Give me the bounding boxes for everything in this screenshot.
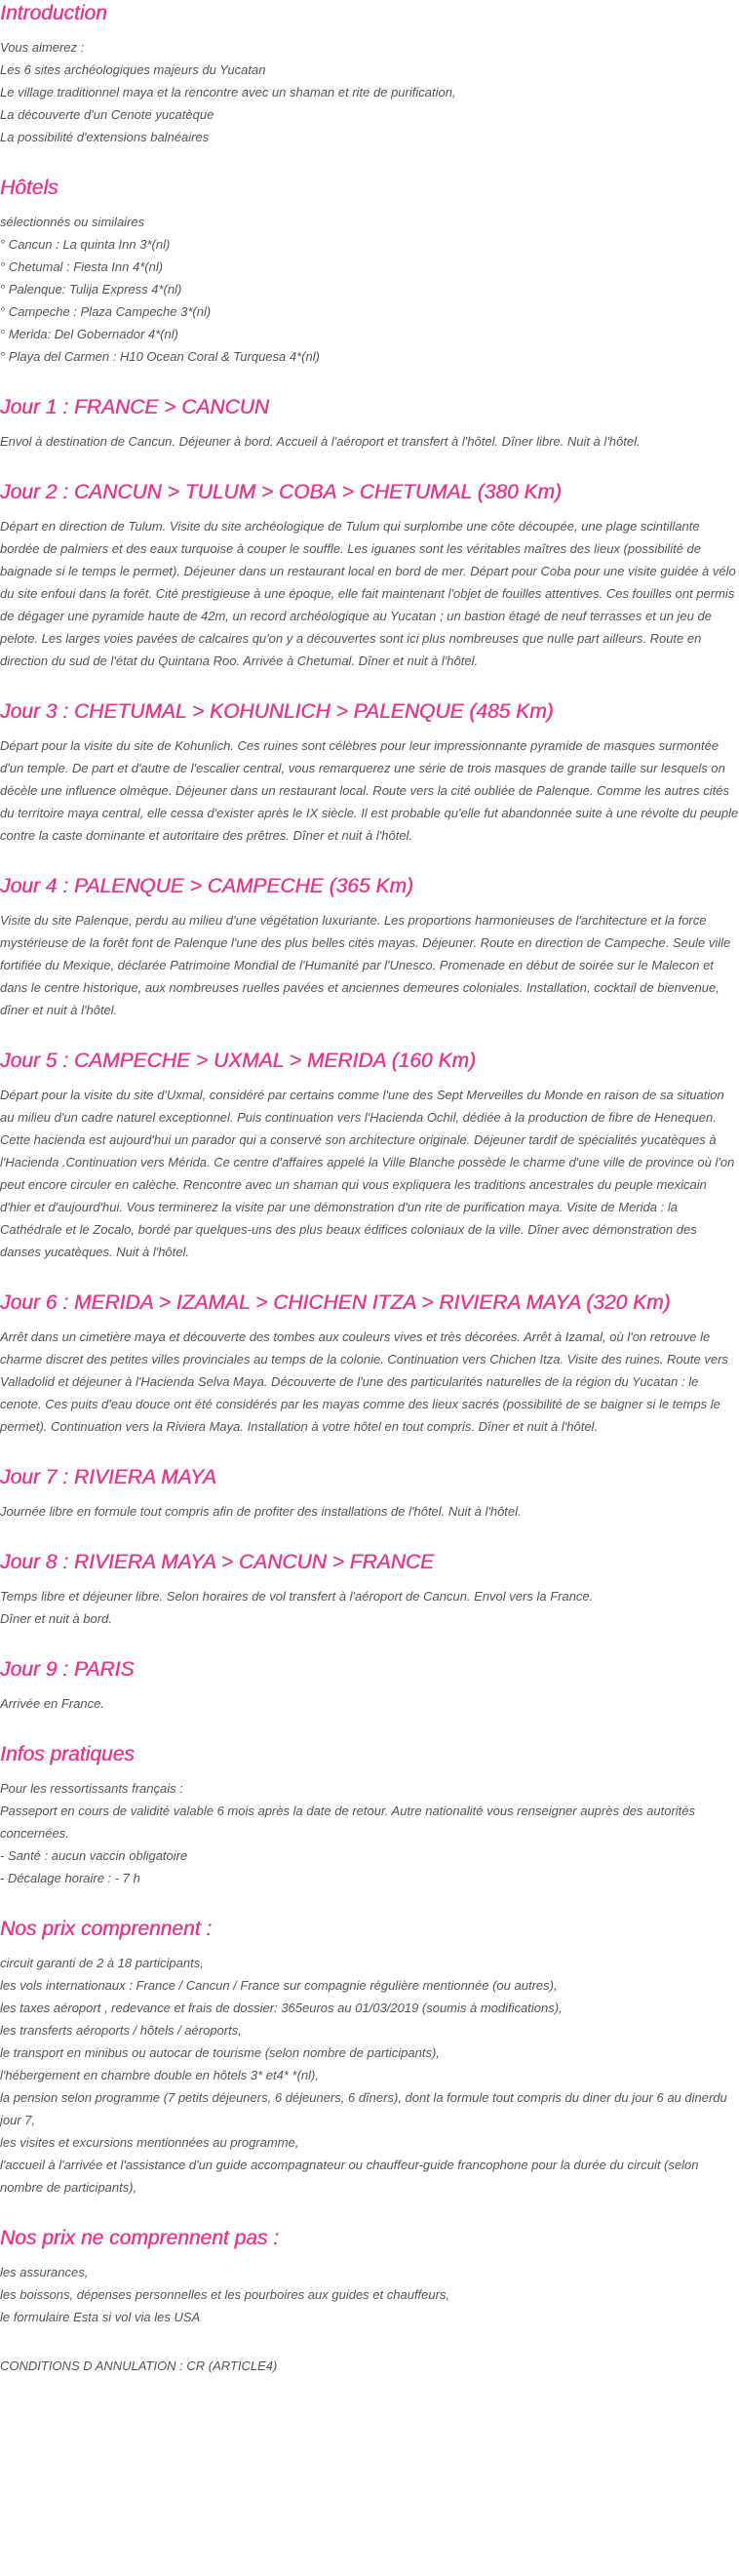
day-2-section <box>0 479 739 672</box>
day-7-section <box>0 1464 739 1523</box>
included-line: l'accueil à l'arrivée et l'assistance d'un guide accompagnateur ou chauffeur-guide francophone pour la durée du circuit (selon nombre de participants), <box>0 2158 699 2195</box>
day-5-text: Départ pour la visite du site d'Uxmal, considéré par certains comme l'une des Sept Merveilles du Monde en raison de sa situation au milieu d'un cadre naturel exceptionnel. Puis continuation vers l'Hacienda Ochil, dédiée à la production de fibre de Henequen. Cette hacienda est aujourd'hui un parador qui a conservé son architecture originale. Déjeuner tardif de spécialités yucatèques à l'Hacienda .Continuation vers Mérida. Ce centre d'affaires appelé la Ville Blanche possède le charme d'une ville de province où l'on peut encore circuler en calèche. Rencontre avec un shaman qui vous expliquera les traditions ancestrales du peuple mexicain d'hier et d'aujourd'hui. Vous terminerez la visite par une démonstration d'un rite de purification maya. Visite de Merida : la Cathédrale et le Zocalo, bordé par quelques-uns des plus beaux édifices coloniaux de la ville. Dîner avec démonstration des danses yucatèques. Nuit à l'hôtel. <box>0 1088 735 1259</box>
day-9-text: Arrivée en France. <box>0 1696 104 1711</box>
day-9-heading: Jour 9 : PARIS <box>0 1658 135 1681</box>
included-line: le transport en minibus ou autocar de tourisme (selon nombre de participants), <box>0 2045 440 2060</box>
cancellation-conditions: CONDITIONS D ANNULATION : CR (ARTICLE4) <box>0 2358 278 2373</box>
included-line: la pension selon programme (7 petits déjeuners, 6 déjeuners, 6 dîners), dont la formule tout compris du diner du jour 6 au dinerdu jour 7, <box>0 2090 727 2127</box>
hotels-lines <box>0 211 739 368</box>
hotels-section <box>0 175 739 368</box>
day-5-heading: Jour 5 : CAMPECHE > UXMAL > MERIDA (160 Km) <box>0 1050 476 1072</box>
infos-heading: Infos pratiques <box>0 1743 135 1765</box>
day-6-text: Arrêt dans un cimetière maya et découverte des tombes aux couleurs vives et très décorées. Arrêt à Izamal, où l'on retrouve le charme discret des petites villes provinciales au temps de la colonie. Continuation vers Chichen Itza. Visite des ruines. Route vers Valladolid et déjeuner à l'Hacienda Selva Maya. Découverte de l'une des particularités naturelles de la région du Yucatan : le cenote. Ces puits d'eau douce ont été considérés par les mayas comme des lieux sacrés (possibilité de se baigner si le temps le permet). Continuation vers la Riviera Maya. Installation à votre hôtel en tout compris. Dîner et nuit à l'hôtel. <box>0 1329 728 1434</box>
excluded-heading: Nos prix ne comprennent pas : <box>0 2227 279 2249</box>
day-1-section <box>0 394 739 453</box>
excluded-line: les assurances, <box>0 2265 89 2279</box>
included-line: les vols internationaux : France / Cancun / France sur compagnie régulière mentionnée (ou autres), <box>0 1978 558 1993</box>
infos-line: - Décalage horaire : - 7 h <box>0 1871 140 1885</box>
day-3-heading: Jour 3 : CHETUMAL > KOHUNLICH > PALENQUE (485 Km) <box>0 700 554 723</box>
day-8-heading: Jour 8 : RIVIERA MAYA > CANCUN > FRANCE <box>0 1551 434 1573</box>
hotel-line: ° Campeche : Plaza Campeche 3*(nl) <box>0 304 212 319</box>
hotel-line: ° Merida: Del Gobernador 4*(nl) <box>0 327 178 341</box>
intro-line: Vous aimerez : <box>0 40 85 55</box>
day-5-section <box>0 1048 739 1263</box>
intro-line: Le village traditionnel maya et la rencontre avec un shaman et rite de purification, <box>0 85 456 99</box>
excluded-line: les boissons, dépenses personnelles et les pourboires aux guides et chauffeurs, <box>0 2287 450 2302</box>
included-line: les transferts aéroports / hôtels / aéroports, <box>0 2023 242 2038</box>
intro-line: Les 6 sites archéologiques majeurs du Yucatan <box>0 62 266 77</box>
day-4-heading: Jour 4 : PALENQUE > CAMPECHE (365 Km) <box>0 875 413 897</box>
day-1-heading: Jour 1 : FRANCE > CANCUN <box>0 396 269 418</box>
included-line: les visites et excursions mentionnées au programme, <box>0 2135 299 2150</box>
intro-line: La découverte d'un Cenote yucatèque <box>0 107 214 122</box>
hotel-line: ° Chetumal : Fiesta Inn 4*(nl) <box>0 259 164 274</box>
day-2-heading: Jour 2 : CANCUN > TULUM > COBA > CHETUMAL (380 Km) <box>0 481 562 503</box>
excluded-section <box>0 2225 739 2328</box>
day-4-section <box>0 873 739 1021</box>
day-3-text: Départ pour la visite du site de Kohunlich. Ces ruines sont célèbres pour leur impressionnante pyramide de masques surmontée d'un temple. De part et d'autre de l'escalier central, vous remarquerez une série de trois masques de grande taille sur lesquels on décèle une influence olmèque. Déjeuner dans un restaurant local. Route vers la cité oubliée de Palenque. Comme les autres cités du territoire maya central, elle cessa d'exister après le IX siècle. Il est probable qu'elle fut abandonnée suite à une révolte du peuple contre la caste dominante et autoritaire des prêtres. Dîner et nuit à l'hôtel. <box>0 738 739 843</box>
hotel-line: sélectionnés ou similaires <box>0 215 145 229</box>
intro-heading: Introduction <box>0 2 107 24</box>
included-line: l'hébergement en chambre double en hôtels 3* et4* *(nl), <box>0 2068 319 2082</box>
hotel-line: ° Playa del Carmen : H10 Ocean Coral & Turquesa 4*(nl) <box>0 349 320 364</box>
day-3-section <box>0 698 739 847</box>
day-6-section <box>0 1289 739 1438</box>
day-4-text: Visite du site Palenque, perdu au milieu d'une végétation luxuriante. Les proportions harmonieuses de l'architecture et la force mystérieuse de la forêt font de Palenque l'une des plus belles cités mayas. Déjeuner. Route en direction de Campeche. Seule ville fortifiée du Mexique, déclarée Patrimoine Mondial de l'Humanité par l'Unesco. Promenade en début de soirée sur le Malecon et dans le centre historique, aux nombreuses ruelles pavées et anciennes demeures coloniales. Installation, cocktail de bienvenue, dîner et nuit à l'hôtel. <box>0 913 731 1017</box>
included-section <box>0 1916 739 2199</box>
intro-section <box>0 0 739 148</box>
day-9-section <box>0 1656 739 1715</box>
infos-line: Passeport en cours de validité valable 6 mois après la date de retour. Autre nationalité vous renseigner auprès des autorités concernées. <box>0 1803 696 1841</box>
infos-line: - Santé : aucun vaccin obligatoire <box>0 1848 188 1863</box>
intro-lines <box>0 36 739 148</box>
day-7-heading: Jour 7 : RIVIERA MAYA <box>0 1466 216 1488</box>
day-6-heading: Jour 6 : MERIDA > IZAMAL > CHICHEN ITZA > RIVIERA MAYA (320 Km) <box>0 1291 671 1314</box>
day-8-line: Dîner et nuit à bord. <box>0 1611 112 1626</box>
day-8-line: Temps libre et déjeuner libre. Selon horaires de vol transfert à l'aéroport de Cancun. Envol vers la France. <box>0 1589 594 1604</box>
intro-line: La possibilité d'extensions balnéaires <box>0 130 210 144</box>
hotels-heading: Hôtels <box>0 177 58 199</box>
hotel-line: ° Cancun : La quinta Inn 3*(nl) <box>0 237 171 252</box>
day-2-text: Départ en direction de Tulum. Visite du site archéologique de Tulum qui surplombe une côte découpée, une plage scintillante bordée de palmiers et des eaux turquoise à couper le souffle. Les iguanes sont les véritables maîtres des lieux (possibilité de baignade si le temps le permet). Déjeuner dans un restaurant local en bord de mer. Départ pour Coba pour une visite guidée à vélo du site enfoui dans la forêt. Cité prestigieuse à une époque, elle fait maintenant l'objet de fouilles attentives. Ces fouilles ont permis de dégager une pyramide haute de 42m, un record archéologique au Yucatan ; un bastion étagé de neuf terrasses et un jeu de pelote. Les larges voies pavées de calcaires qu'on y a découvertes sont ici plus nombreuses que nulle part ailleurs. Route en direction du sud de l'état du Quintana Roo. Arrivée à Chetumal. Dîner et nuit à l'hôtel. <box>0 519 736 668</box>
excluded-line: le formulaire Esta si vol via les USA <box>0 2310 201 2324</box>
day-1-text: Envol à destination de Cancun. Déjeuner à bord. Accueil à l'aéroport et transfert à l'hôtel. Dîner libre. Nuit à l'hôtel. <box>0 434 641 449</box>
infos-line: Pour les ressortissants français : <box>0 1781 183 1796</box>
included-heading: Nos prix comprennent : <box>0 1918 213 1940</box>
included-line: circuit garanti de 2 à 18 participants, <box>0 1956 204 1970</box>
day-8-section <box>0 1549 739 1630</box>
hotel-line: ° Palenque: Tulija Express 4*(nl) <box>0 282 182 297</box>
included-line: les taxes aéroport , redevance et frais de dossier: 365euros au 01/03/2019 (soumis à modifications), <box>0 2001 563 2015</box>
infos-section <box>0 1741 739 1889</box>
day-7-text: Journée libre en formule tout compris afin de profiter des installations de l'hôtel. Nuit à l'hôtel. <box>0 1504 522 1519</box>
